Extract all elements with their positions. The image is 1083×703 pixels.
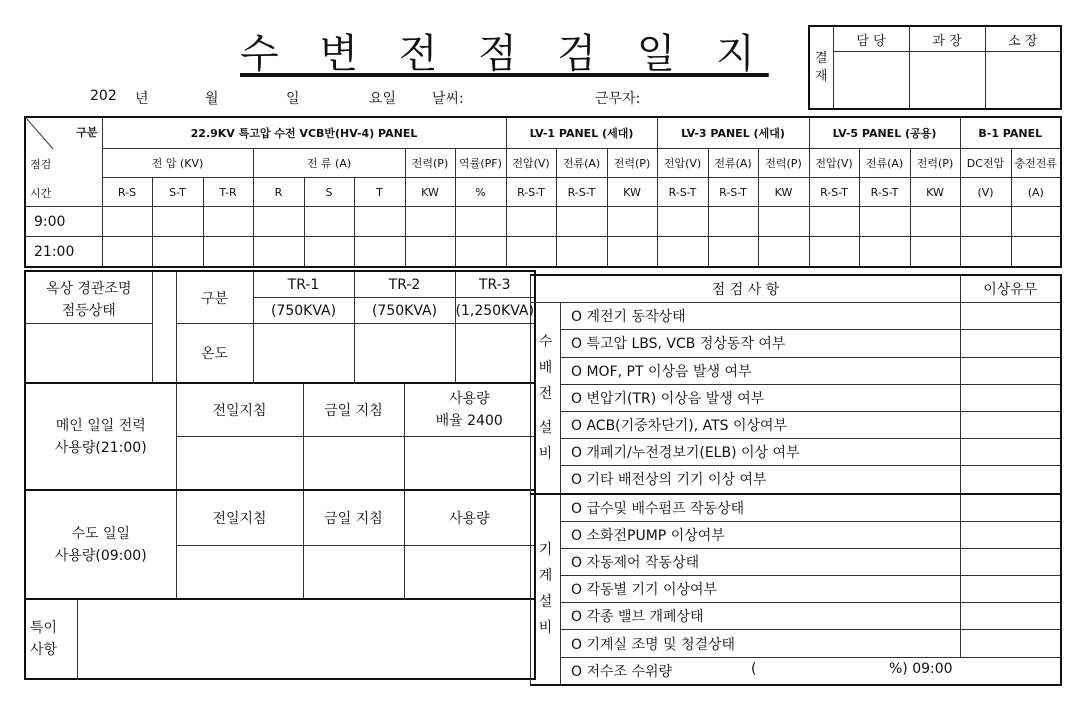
prev-reading-cell[interactable]: [176, 437, 303, 491]
category-mechanical-char: 비: [538, 620, 553, 637]
inspection-item: O 기타 배전상의 기기 이상 여부: [561, 466, 961, 494]
day-unit: 일: [286, 91, 300, 107]
input-cell[interactable]: [910, 207, 960, 237]
group-b1: B-1 PANEL: [960, 117, 1061, 149]
input-cell[interactable]: [506, 207, 556, 237]
sub-charge-current: 충전전류: [1011, 149, 1061, 178]
weather-label: 날씨:: [432, 91, 464, 107]
input-cell[interactable]: [203, 207, 253, 237]
input-cell[interactable]: [910, 237, 960, 268]
panel-readings-table: [24, 116, 1062, 268]
today-reading-cell[interactable]: [303, 437, 404, 491]
rooftop-label: [25, 271, 152, 324]
tr3-capacity: (1,250KVA): [455, 298, 535, 324]
inspection-item: O 변압기(TR) 이상음 발생 여부: [561, 384, 961, 411]
main-power-label-line2: 사용량(21:00): [54, 439, 147, 456]
input-cell[interactable]: [102, 237, 152, 268]
unit-cell: R-S-T: [506, 178, 556, 207]
sub-lv1-v: 전압(V): [506, 149, 556, 178]
tr2-capacity: (750KVA): [354, 298, 455, 324]
water-usage-col-label: 사용량: [404, 490, 535, 546]
sub-dc-voltage: DC전압: [960, 149, 1011, 178]
inspection-item: O 개폐기/누전경보기(ELB) 이상 여부: [561, 439, 961, 466]
sub-voltage: 전 압 (KV): [102, 149, 253, 178]
unit-cell: T: [354, 178, 405, 207]
inspection-item: O 각동별 기기 이상여부: [561, 576, 961, 603]
input-cell[interactable]: [758, 237, 809, 268]
month-unit: 월: [205, 91, 219, 107]
unit-cell: S: [304, 178, 354, 207]
unit-cell: R: [253, 178, 304, 207]
unit-cell: R-S-T: [708, 178, 758, 207]
approval-side-top: 결: [814, 50, 828, 66]
input-cell[interactable]: [102, 207, 152, 237]
input-cell[interactable]: [960, 237, 1011, 268]
abnormal-cell[interactable]: [961, 521, 1061, 548]
unit-cell: KW: [405, 178, 455, 207]
time-cell-2100: 21:00: [25, 237, 102, 268]
sign-director[interactable]: [985, 52, 1061, 110]
unit-cell: KW: [758, 178, 809, 207]
inspection-item: O 자동제어 작동상태: [561, 548, 961, 575]
input-cell[interactable]: [304, 237, 354, 268]
water-usage-cell[interactable]: [404, 546, 535, 600]
input-cell[interactable]: [1011, 207, 1061, 237]
unit-cell: R-S-T: [809, 178, 859, 207]
page-title: 수 변 전 점 검 일 지: [240, 31, 769, 77]
usage-cell[interactable]: [404, 437, 535, 491]
input-cell[interactable]: [304, 207, 354, 237]
abnormal-cell[interactable]: [961, 576, 1061, 603]
category-mechanical-char: 설: [538, 594, 553, 611]
abnormal-cell[interactable]: [961, 548, 1061, 575]
corner-time: [25, 178, 102, 207]
input-cell[interactable]: [758, 207, 809, 237]
sign-section-chief[interactable]: [909, 52, 985, 110]
year-value: 202: [90, 88, 117, 104]
input-cell[interactable]: [1011, 237, 1061, 268]
inspection-item: O MOF, PT 이상음 발생 여부: [561, 357, 961, 384]
input-cell[interactable]: [203, 237, 253, 268]
rooftop-status-cell[interactable]: [25, 324, 152, 384]
input-cell[interactable]: [607, 207, 657, 237]
corner-jeomgeom: [25, 149, 102, 178]
abnormal-cell[interactable]: [961, 603, 1061, 630]
inspection-item: O 급수및 배수펌프 작동상태: [561, 494, 961, 522]
unit-cell: R-S-T: [556, 178, 607, 207]
input-cell[interactable]: [506, 237, 556, 268]
water-usage-line1: 수도 일일: [71, 525, 131, 542]
inspection-item: O 기계실 조명 및 청결상태: [561, 630, 961, 657]
role-director: 소 장: [985, 26, 1061, 52]
category-mechanical-char: 계: [538, 568, 553, 585]
role-section-chief: 과 장: [909, 26, 985, 52]
corner-diagonal: [26, 118, 102, 149]
category-electrical: [531, 303, 561, 494]
abnormal-header: 이상유무: [961, 275, 1061, 303]
abnormal-cell[interactable]: [961, 630, 1061, 657]
corner-gubun: [25, 117, 102, 149]
input-cell[interactable]: [556, 237, 607, 268]
water-tank-level-label: O 저수조 수위량: [571, 663, 673, 680]
inspection-header: 점 검 사 항: [531, 275, 961, 303]
unit-cell: R-S-T: [657, 178, 708, 207]
rooftop-label-line1: 옥상 경관조명: [45, 281, 132, 297]
inspection-item: O ACB(기중차단기), ATS 이상여부: [561, 411, 961, 438]
worker-label: 근무자:: [595, 91, 641, 107]
tr1-capacity: (750KVA): [253, 298, 354, 324]
water-tank-level-row: [561, 657, 1061, 685]
special-notes-cell[interactable]: [77, 599, 535, 679]
unit-cell: %: [455, 178, 506, 207]
unit-cell: KW: [607, 178, 657, 207]
input-cell[interactable]: [405, 237, 455, 268]
sub-lv5-a: 전류(A): [859, 149, 910, 178]
category-electrical-char: 수: [538, 333, 553, 350]
prev-reading-label: 전일지침: [176, 383, 303, 437]
tr3-temp-cell[interactable]: [455, 324, 535, 384]
usage-table: [24, 270, 536, 680]
sub-lv1-a: 전류(A): [556, 149, 607, 178]
water-prev-cell[interactable]: [176, 546, 303, 600]
approval-box: [808, 25, 1062, 110]
input-cell[interactable]: [708, 207, 758, 237]
water-today-cell[interactable]: [303, 546, 404, 600]
input-cell[interactable]: [657, 207, 708, 237]
water-tank-open-paren: (: [751, 660, 757, 677]
abnormal-cell[interactable]: [961, 357, 1061, 384]
table-row: [25, 237, 1061, 268]
category-electrical-char: 전: [538, 385, 553, 402]
inspection-table: [530, 274, 1062, 686]
abnormal-cell[interactable]: [961, 494, 1061, 522]
input-cell[interactable]: [809, 237, 859, 268]
group-hv4: 22.9KV 특고압 수전 VCB반(HV-4) PANEL: [102, 117, 506, 149]
weekday-unit: 요일: [369, 91, 397, 107]
usage-label: [404, 383, 535, 437]
input-cell[interactable]: [708, 237, 758, 268]
sub-lv5-p: 전력(P): [910, 149, 960, 178]
corner-jeomgeom-label: 점검: [30, 157, 52, 171]
input-cell[interactable]: [607, 237, 657, 268]
inspection-item: O 각종 밸브 개폐상태: [561, 603, 961, 630]
abnormal-cell[interactable]: [961, 384, 1061, 411]
unit-cell: R-S: [102, 178, 152, 207]
sub-lv5-v: 전압(V): [809, 149, 859, 178]
tr1-label: TR-1: [253, 271, 354, 298]
special-notes-line1: 특이: [30, 620, 58, 636]
category-electrical-char: 배: [538, 359, 553, 376]
abnormal-cell[interactable]: [961, 439, 1061, 466]
input-cell[interactable]: [253, 207, 304, 237]
unit-cell: KW: [910, 178, 960, 207]
water-today-label: 금일 지침: [303, 490, 404, 546]
sub-pf: 역률(PF): [455, 149, 506, 178]
group-lv3: LV-3 PANEL (세대): [657, 117, 809, 149]
unit-cell: R-S-T: [859, 178, 910, 207]
category-gap: [531, 407, 560, 415]
sub-power: 전력(P): [405, 149, 455, 178]
approval-side-bottom: 재: [814, 68, 828, 84]
tr1-temp-cell[interactable]: [253, 324, 354, 384]
sub-current: 전 류 (A): [253, 149, 405, 178]
category-mechanical: [531, 494, 561, 686]
inspection-item: O 소화전PUMP 이상여부: [561, 521, 961, 548]
water-usage-label: [25, 490, 176, 599]
unit-cell: T-R: [203, 178, 253, 207]
unit-cell: S-T: [152, 178, 203, 207]
category-mechanical-char: 기: [538, 542, 553, 559]
tr2-temp-cell[interactable]: [354, 324, 455, 384]
usage-label-line1: 사용량: [448, 391, 490, 407]
group-lv1: LV-1 PANEL (세대): [506, 117, 657, 149]
input-cell[interactable]: [809, 207, 859, 237]
role-manager: 담 당: [833, 26, 909, 52]
input-cell[interactable]: [455, 237, 506, 268]
input-cell[interactable]: [556, 207, 607, 237]
tr2-label: TR-2: [354, 271, 455, 298]
category-electrical-char: 비: [538, 445, 553, 462]
water-usage-line2: 사용량(09:00): [54, 547, 147, 564]
input-cell[interactable]: [152, 237, 203, 268]
main-power-label-line1: 메인 일일 전력: [55, 417, 146, 434]
sub-lv3-p: 전력(P): [758, 149, 809, 178]
water-prev-label: 전일지침: [176, 490, 303, 546]
input-cell[interactable]: [354, 207, 405, 237]
multiplier-label: 배율 2400: [435, 413, 503, 429]
sign-manager[interactable]: [833, 52, 909, 110]
sub-lv3-a: 전류(A): [708, 149, 758, 178]
input-cell[interactable]: [152, 207, 203, 237]
input-cell[interactable]: [859, 207, 910, 237]
inspection-item: O 특고압 LBS, VCB 정상동작 여부: [561, 330, 961, 357]
sub-lv3-v: 전압(V): [657, 149, 708, 178]
unit-cell: (V): [960, 178, 1011, 207]
abnormal-cell[interactable]: [961, 303, 1061, 330]
input-cell[interactable]: [455, 207, 506, 237]
category-electrical-char: 설: [538, 419, 553, 436]
tr-gubun-label: 구분: [176, 271, 253, 324]
main-power-label: [25, 383, 176, 490]
sub-lv1-p: 전력(P): [607, 149, 657, 178]
time-cell-0900: 9:00: [25, 207, 102, 237]
group-lv5: LV-5 PANEL (공용): [809, 117, 960, 149]
rooftop-label-line2: 점등상태: [61, 303, 116, 319]
spacer: [152, 271, 176, 383]
year-unit: 년: [135, 91, 149, 107]
abnormal-cell[interactable]: [961, 411, 1061, 438]
input-cell[interactable]: [405, 207, 455, 237]
input-cell[interactable]: [657, 237, 708, 268]
input-cell[interactable]: [960, 207, 1011, 237]
inspection-item: O 계전기 동작상태: [561, 303, 961, 330]
tr3-label: TR-3: [455, 271, 535, 298]
corner-gubun-label: 구분: [76, 126, 98, 139]
corner-time-label: 시간: [30, 186, 52, 200]
temp-label: 온도: [176, 324, 253, 384]
input-cell[interactable]: [859, 237, 910, 268]
input-cell[interactable]: [354, 237, 405, 268]
today-reading-label: 금일 지침: [303, 383, 404, 437]
table-row: [25, 207, 1061, 237]
input-cell[interactable]: [253, 237, 304, 268]
abnormal-cell[interactable]: [961, 466, 1061, 494]
unit-cell: (A): [1011, 178, 1061, 207]
water-tank-percent-time: %) 09:00: [889, 660, 953, 677]
special-notes-label: [25, 599, 77, 679]
abnormal-cell[interactable]: [961, 330, 1061, 357]
special-notes-line2: 사항: [30, 642, 58, 658]
approval-side-label: [809, 26, 833, 109]
